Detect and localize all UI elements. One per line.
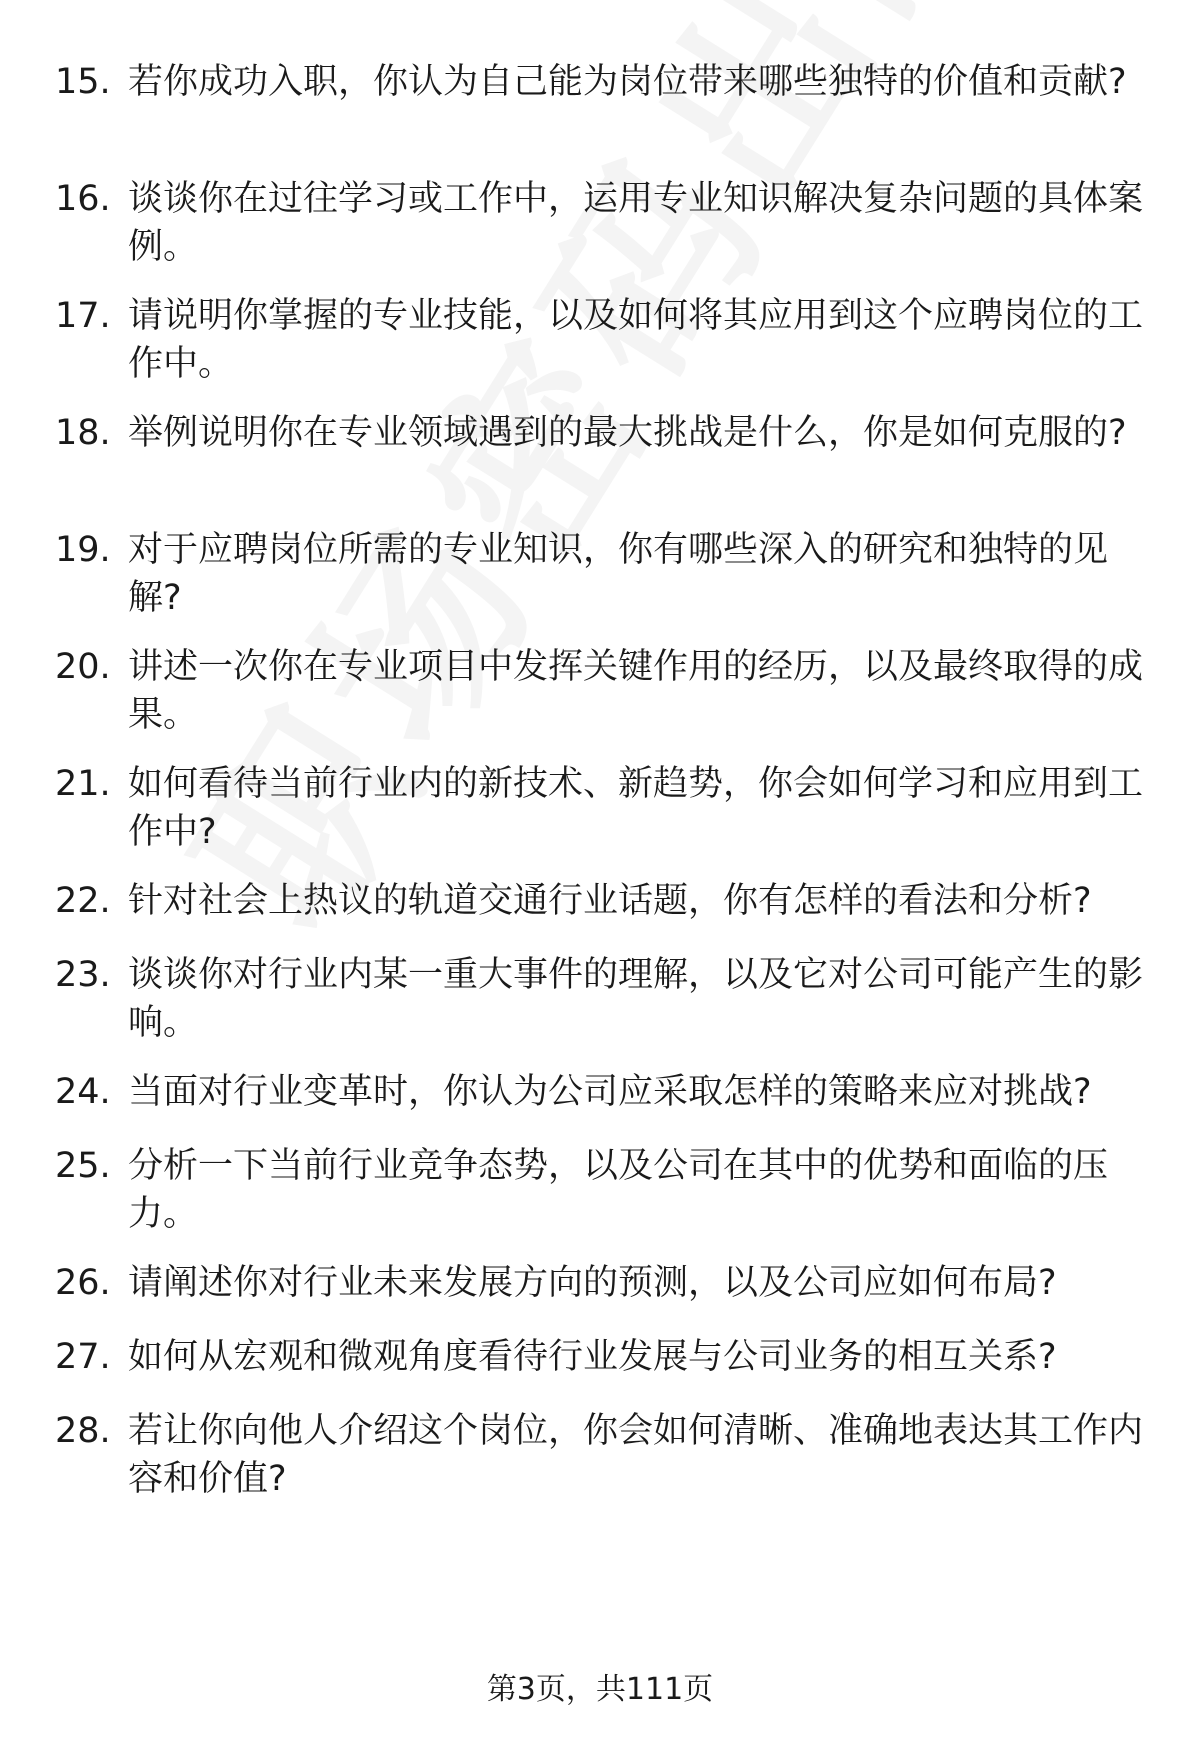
question-number: 20. <box>55 647 111 687</box>
question-text: 谈谈你对行业内某一重大事件的理解，以及它对公司可能产生的影响。 <box>128 955 1144 1043</box>
question-text: 请阐述你对行业未来发展方向的预测，以及公司应如何布局? <box>128 1263 1057 1303</box>
question-number: 28. <box>55 1411 111 1451</box>
question-text: 若你成功入职，你认为自己能为岗位带来哪些独特的价值和贡献? <box>128 62 1127 102</box>
question-number: 26. <box>55 1263 111 1303</box>
question-text: 举例说明你在专业领域遇到的最大挑战是什么，你是如何克服的? <box>128 413 1127 453</box>
question-text: 针对社会上热议的轨道交通行业话题，你有怎样的看法和分析? <box>128 881 1092 921</box>
question-number: 27. <box>55 1337 111 1377</box>
question-text: 当面对行业变革时，你认为公司应采取怎样的策略来应对挑战? <box>128 1072 1092 1112</box>
question-number: 16. <box>55 179 111 219</box>
question-text: 如何看待当前行业内的新技术、新趋势，你会如何学习和应用到工作中? <box>128 764 1144 852</box>
question-number: 23. <box>55 955 111 995</box>
question-number: 17. <box>55 296 111 336</box>
question-number: 24. <box>55 1072 111 1112</box>
question-text: 请说明你掌握的专业技能，以及如何将其应用到这个应聘岗位的工作中。 <box>128 296 1144 384</box>
question-text: 分析一下当前行业竞争态势，以及公司在其中的优势和面临的压力。 <box>128 1146 1109 1234</box>
question-text: 对于应聘岗位所需的专业知识，你有哪些深入的研究和独特的见解? <box>128 530 1109 618</box>
page-footer: 第3页，共111页 <box>486 1672 714 1707</box>
question-text: 若让你向他人介绍这个岗位，你会如何清晰、准确地表达其工作内容和价值? <box>128 1411 1144 1499</box>
question-number: 15. <box>55 62 111 102</box>
question-number: 18. <box>55 413 111 453</box>
question-number: 19. <box>55 530 111 570</box>
question-text: 讲述一次你在专业项目中发挥关键作用的经历，以及最终取得的成果。 <box>128 647 1144 735</box>
question-number: 21. <box>55 764 111 804</box>
question-number: 25. <box>55 1146 111 1186</box>
question-number: 22. <box>55 881 111 921</box>
question-text: 如何从宏观和微观角度看待行业发展与公司业务的相互关系? <box>128 1337 1057 1377</box>
question-text: 谈谈你在过往学习或工作中，运用专业知识解决复杂问题的具体案例。 <box>128 179 1144 267</box>
